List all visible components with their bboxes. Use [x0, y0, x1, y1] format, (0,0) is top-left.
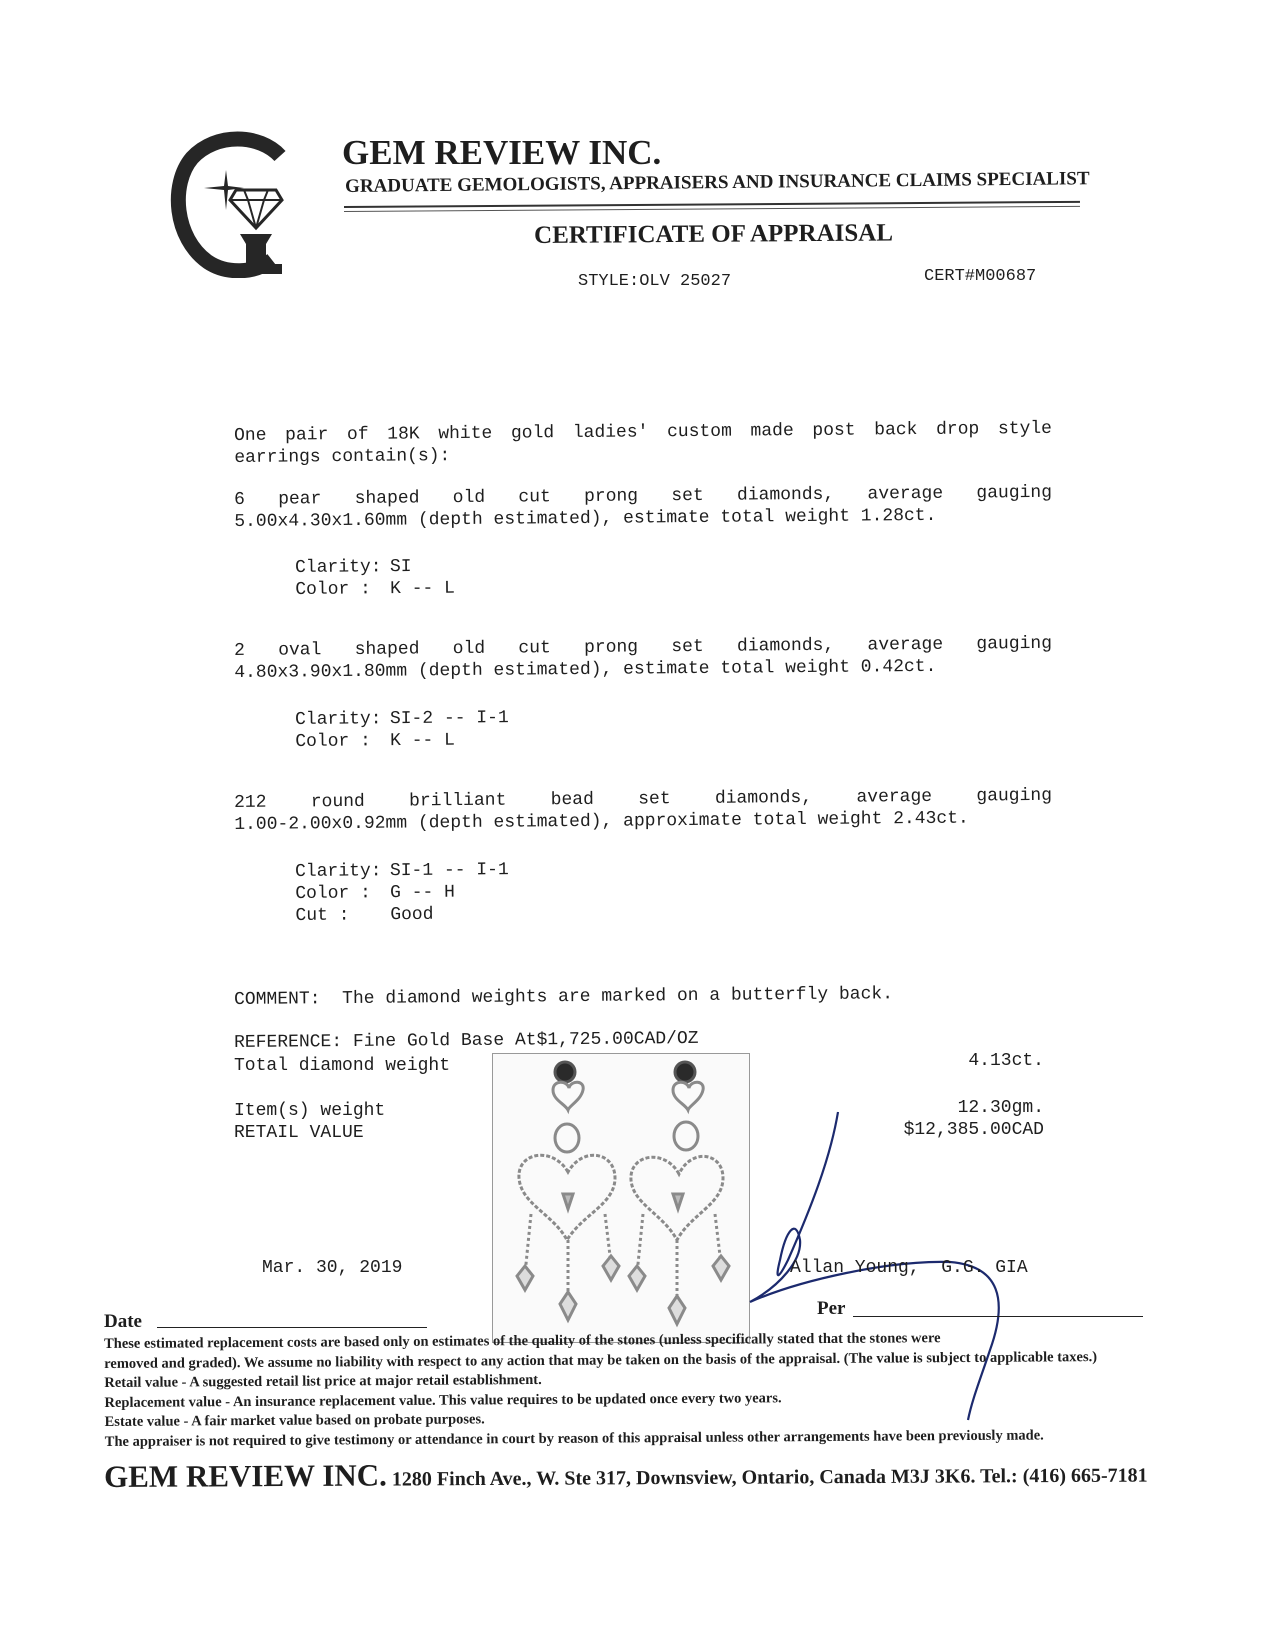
- per-signature-line: [853, 1316, 1143, 1317]
- disclaimer-line: Replacement value - An insurance replacement value. This value requires to be updated once every two years.: [104, 1389, 782, 1411]
- disclaimer-line: removed and graded). We assume no liability with respect to any action that may be taken on the basis of the appraisal. (The value is subject to applicable taxes.): [104, 1348, 1098, 1372]
- footer-company-name: GEM REVIEW INC.: [104, 1457, 387, 1494]
- stone-line-1: 2 oval shaped old cut prong set diamonds, average gauging: [234, 633, 1053, 661]
- date-signature-line: [157, 1327, 427, 1328]
- color-row: Color : K -- L: [295, 730, 455, 752]
- cut-row: Cut : Good: [295, 904, 434, 926]
- earrings-photo: [492, 1053, 750, 1343]
- appraiser-name: Allan Young, G.G. GIA: [790, 1258, 1028, 1278]
- disclaimer-line: Estate value - A fair market value based on probate purposes.: [104, 1411, 485, 1430]
- total-diamond-weight-value: 4.13ct.: [968, 1051, 1044, 1071]
- stone-group-oval: [234, 633, 1052, 684]
- clarity-row: Clarity: SI: [295, 556, 412, 578]
- disclaimer-line: The appraiser is not required to give testimony or attendance in court by reason of this appraisal unless other arrangements have been previously made.: [104, 1426, 1044, 1450]
- certificate-number: CERT#M00687: [924, 267, 1037, 286]
- reference: REFERENCE: Fine Gold Base At$1,725.00CAD/OZ: [234, 1028, 699, 1053]
- description-line-1: One pair of 18K white gold ladies' custom made post back drop style: [234, 418, 1053, 446]
- gem-g-logo-icon: [168, 128, 298, 278]
- per-label: Per: [817, 1298, 846, 1319]
- stone-line-2: 4.80x3.90x1.80mm (depth estimated), estimate total weight 0.42ct.: [234, 656, 937, 683]
- retail-value-label: RETAIL VALUE: [234, 1123, 364, 1143]
- description-line-2: earrings contain(s):: [234, 446, 451, 468]
- stone-props-oval: [295, 707, 509, 753]
- stone-props-round: [295, 859, 509, 927]
- color-row: Color : G -- H: [295, 882, 455, 904]
- company-name: GEM REVIEW INC.: [342, 133, 662, 172]
- stone-group-pear: [234, 482, 1052, 533]
- footer: [104, 1454, 1148, 1495]
- item-weight-value: 12.30gm.: [957, 1098, 1044, 1118]
- comment: COMMENT: The diamond weights are marked on a butterfly back.: [234, 984, 894, 1010]
- stone-props-pear: [295, 556, 455, 601]
- company-tagline: GRADUATE GEMOLOGISTS, APPRAISERS AND INSURANCE CLAIMS SPECIALIST: [345, 168, 1090, 197]
- date-label: Date: [104, 1311, 142, 1332]
- item-weight-label: Item(s) weight: [234, 1101, 386, 1121]
- total-diamond-weight-label: Total diamond weight: [234, 1056, 451, 1076]
- document-title: CERTIFICATE OF APPRAISAL: [534, 219, 894, 249]
- color-row: Color : K -- L: [295, 578, 455, 600]
- stone-line-2: 5.00x4.30x1.60mm (depth estimated), estimate total weight 1.28ct.: [234, 505, 937, 532]
- stone-line-1: 6 pear shaped old cut prong set diamonds, average gauging: [234, 482, 1053, 510]
- disclaimer-line: Retail value - A suggested retail list price at major retail establishment.: [104, 1371, 542, 1391]
- retail-value: $12,385.00CAD: [903, 1120, 1044, 1140]
- stone-group-round: [234, 785, 1052, 836]
- footer-address: 1280 Finch Ave., W. Ste 317, Downsview, Ontario, Canada M3J 3K6. Tel.: (416) 665-7181: [386, 1464, 1148, 1491]
- stone-line-1: 212 round brilliant bead set diamonds, average gauging: [234, 785, 1053, 813]
- appraisal-date: Mar. 30, 2019: [262, 1258, 403, 1278]
- stone-line-2: 1.00-2.00x0.92mm (depth estimated), approximate total weight 2.43ct.: [234, 808, 969, 835]
- style-number: STYLE:OLV 25027: [578, 272, 732, 291]
- item-description: [234, 418, 1052, 469]
- disclaimer: [104, 1327, 1185, 1452]
- disclaimer-line: These estimated replacement costs are based only on estimates of the quality of the stones (unless specifically stated that the stones were: [104, 1330, 941, 1352]
- clarity-row: Clarity: SI-2 -- I-1: [295, 708, 509, 730]
- clarity-row: Clarity: SI-1 -- I-1: [295, 860, 509, 882]
